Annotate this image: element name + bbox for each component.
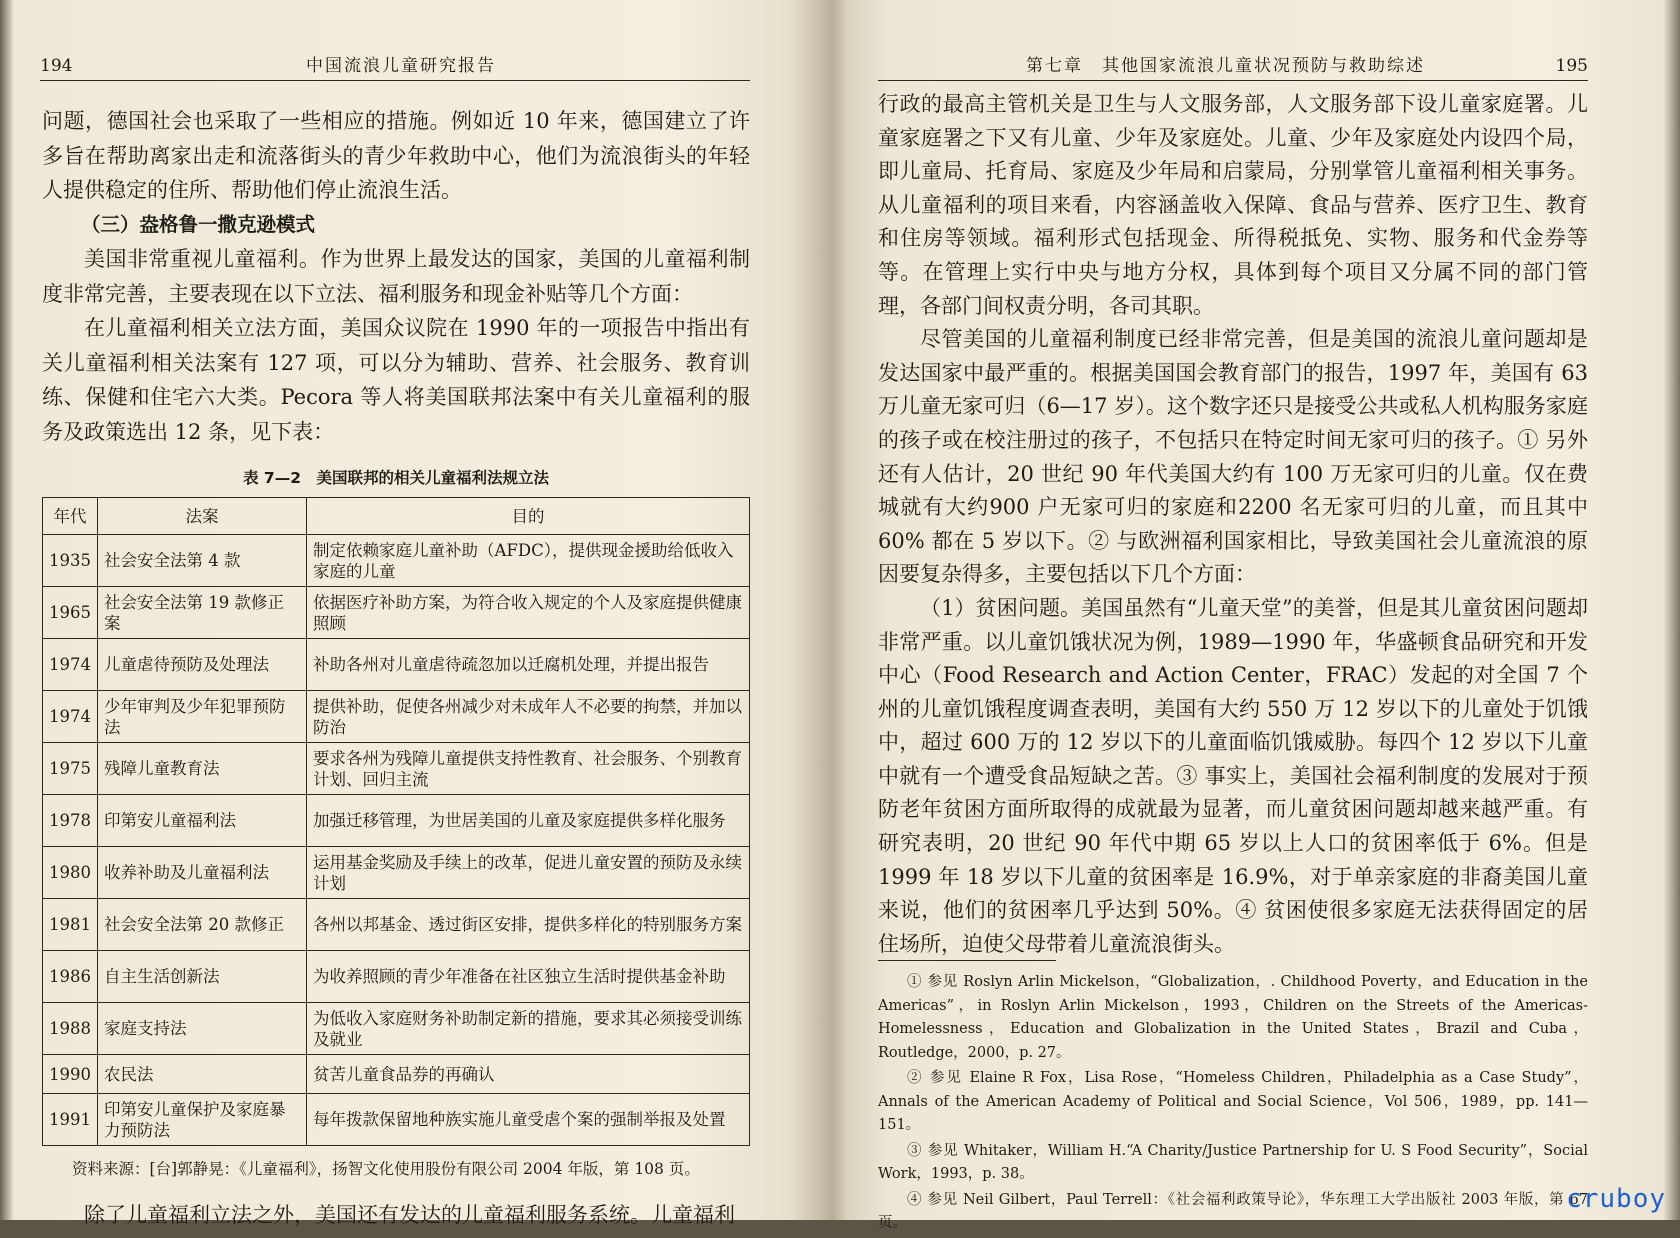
- year-cell: 1975: [43, 743, 98, 795]
- purpose-cell: 各州以邦基金、透过街区安排，提供多样化的特别服务方案: [307, 899, 750, 951]
- table-source: 资料来源：[台]郭静晃：《儿童福利》，扬智文化使用股份有限公司 2004 年版，第 108 页。: [72, 1160, 700, 1178]
- purpose-cell: 制定依赖家庭儿童补助（AFDC），提供现金援助给低收入家庭的儿童: [307, 535, 750, 587]
- page-number: 194: [40, 56, 73, 76]
- paragraph: 问题，德国社会也采取了一些相应的措施。例如近 10 年来，德国建立了许多旨在帮助离家出走和流落街头的青少年救助中心，他们为流浪街头的年轻人提供稳定的住所、帮助他们停止流浪生活。: [42, 109, 750, 202]
- watermark: cruboy: [1566, 1184, 1666, 1214]
- purpose-cell: 要求各州为残障儿童提供支持性教育、社会服务、个别教育计划、回归主流: [307, 743, 750, 795]
- footnote: ① 参见 Roslyn Arlin Mickelson，“Globalization，. Childhood Poverty，and Education in the Americas”，in Roslyn Arlin Mickelson，1993，Children on the Streets of the Americas-Homelessness，Education and Globalization in the United States，Brazil and Cuba，Routledge，2000，p. 27。: [878, 974, 1588, 1061]
- table-row: [43, 587, 750, 639]
- act-cell: 儿童虐待预防及处理法: [98, 639, 307, 691]
- act-cell: 残障儿童教育法: [98, 743, 307, 795]
- purpose-cell: 运用基金奖励及手续上的改革，促进儿童安置的预防及永续计划: [307, 847, 750, 899]
- act-cell: 自主生活创新法: [98, 951, 307, 1003]
- table-row: [43, 899, 750, 951]
- table-row: [43, 1094, 750, 1146]
- running-head-right: [878, 50, 1588, 81]
- table-header-row: [43, 498, 750, 535]
- year-cell: 1988: [43, 1003, 98, 1055]
- table-row: [43, 639, 750, 691]
- table-row: [43, 847, 750, 899]
- act-cell: 印第安儿童福利法: [98, 795, 307, 847]
- purpose-cell: 加强迁移管理，为世居美国的儿童及家庭提供多样化服务: [307, 795, 750, 847]
- year-cell: 1990: [43, 1055, 98, 1094]
- act-cell: 社会安全法第 4 款: [98, 535, 307, 587]
- year-cell: 1974: [43, 691, 98, 743]
- table-row: [43, 1055, 750, 1094]
- act-cell: 收养补助及儿童福利法: [98, 847, 307, 899]
- running-head-left: [40, 50, 750, 81]
- year-cell: 1980: [43, 847, 98, 899]
- act-cell: 农民法: [98, 1055, 307, 1094]
- purpose-cell: 提供补助，促使各州减少对未成年人不必要的拘禁，并加以防治: [307, 691, 750, 743]
- year-cell: 1965: [43, 587, 98, 639]
- act-cell: 家庭支持法: [98, 1003, 307, 1055]
- paragraph: （1）贫困问题。美国虽然有“儿童天堂”的美誉，但是其儿童贫困问题却非常严重。以儿童饥饿状况为例，1989—1990 年，华盛顿食品研究和开发中心（Food Research and Action Center，FRAC）发起的对全国 7 个州的儿童饥饿程度调查表明，美国有大约 550 万 12 岁以下的儿童处于饥饿中，超过 600 万的 12 岁以下的儿童面临饥饿威胁。每四个 12 岁以下儿童中就有一个遭受食品短缺之苦。③ 事实上，美国社会福利制度的发展对于预防老年贫困方面所取得的成就最为显著，而儿童贫困问题却越来越严重。有研究表明，20 世纪 90 年代中期 65 岁以上人口的贫困率低于 6%。但是 1999 年 18 岁以下儿童的贫困率是 16.9%，对于单亲家庭的非裔美国儿童来说，他们的贫困率几乎达到 50%。④ 贫困使很多家庭无法获得固定的居住场所，迫使父母带着儿童流浪街头。: [878, 595, 1588, 956]
- year-cell: 1974: [43, 639, 98, 691]
- table-row: [43, 1003, 750, 1055]
- page-number: 195: [1555, 56, 1588, 76]
- column-header: 年代: [43, 498, 98, 535]
- year-cell: 1981: [43, 899, 98, 951]
- table-caption: 表 7—2 美国联邦的相关儿童福利法规立法: [243, 469, 549, 487]
- chapter-title: 第七章 其他国家流浪儿童状况预防与救助综述: [1026, 56, 1425, 76]
- paragraph: 在儿童福利相关立法方面，美国众议院在 1990 年的一项报告中指出有关儿童福利相关法案有 127 项，可以分为辅助、营养、社会服务、教育训练、保健和住宅六大类。Pecora 等人将美国联邦法案中有关儿童福利的服务及政策选出 12 条，见下表：: [42, 316, 750, 444]
- year-cell: 1978: [43, 795, 98, 847]
- purpose-cell: 补助各州对儿童虐待疏忽加以迁腐机处理，并提出报告: [307, 639, 750, 691]
- purpose-cell: 为低收入家庭财务补助制定新的措施，要求其必须接受训练及就业: [307, 1003, 750, 1055]
- left-page: [30, 0, 750, 1227]
- act-cell: 少年审判及少年犯罪预防法: [98, 691, 307, 743]
- purpose-cell: 每年拨款保留地种族实施儿童受虐个案的强制举报及处置: [307, 1094, 750, 1146]
- footnote: ② 参见 Elaine R Fox，Lisa Rose，“Homeless Children，Philadelphia as a Case Study”，Annals of the American Academy of Political and Social Science，Vol 506，1989，pp. 141—151。: [878, 1070, 1588, 1133]
- table-row: [43, 951, 750, 1003]
- paragraph: 尽管美国的儿童福利制度已经非常完善，但是美国的流浪儿童问题却是发达国家中最严重的。根据美国国会教育部门的报告，1997 年，美国有 63 万儿童无家可归（6—17 岁）。这个数字还只是接受公共或私人机构服务家庭的孩子或在校注册过的孩子，不包括只在特定时间无家可归的孩子。① 另外还有人估计，20 世纪 90 年代美国大约有 100 万无家可归的儿童。仅在费城就有大约900 户无家可归的家庭和2200 名无家可归的儿童，而且其中60% 都在 5 岁以下。② 与欧洲福利国家相比，导致美国社会儿童流浪的原因要复杂得多，主要包括以下几个方面：: [878, 327, 1588, 587]
- act-cell: 印第安儿童保护及家庭暴力预防法: [98, 1094, 307, 1146]
- act-cell: 社会安全法第 20 款修正: [98, 899, 307, 951]
- table-row: [43, 535, 750, 587]
- section-heading: （三）盎格鲁一撒克逊模式: [81, 212, 316, 236]
- column-header: 法案: [98, 498, 307, 535]
- book-title: 中国流浪儿童研究报告: [306, 56, 496, 76]
- year-cell: 1991: [43, 1094, 98, 1146]
- legislation-table: [42, 497, 750, 1146]
- footnotes: [878, 960, 1588, 1238]
- paragraph: 除了儿童福利立法之外，美国还有发达的儿童福利服务系统。儿童福利: [84, 1203, 735, 1227]
- right-body: [878, 88, 1588, 961]
- paragraph: 美国非常重视儿童福利。作为世界上最发达的国家，美国的儿童福利制度非常完善，主要表现在以下立法、福利服务和现金补贴等几个方面：: [42, 247, 750, 306]
- year-cell: 1935: [43, 535, 98, 587]
- left-body: [42, 104, 750, 1233]
- paragraph: 行政的最高主管机关是卫生与人文服务部，人文服务部下设儿童家庭署。儿童家庭署之下又有儿童、少年及家庭处。儿童、少年及家庭处内设四个局，即儿童局、托育局、家庭及少年局和启蒙局，分别掌管儿童福利相关事务。从儿童福利的项目来看，内容涵盖收入保障、食品与营养、医疗卫生、教育和住房等领域。福利形式包括现金、所得税抵免、实物、服务和代金券等等。在管理上实行中央与地方分权，具体到每个项目又分属不同的部门管理，各部门间权责分明，各司其职。: [878, 92, 1588, 318]
- year-cell: 1986: [43, 951, 98, 1003]
- right-page: [878, 0, 1598, 1231]
- footnote: ③ 参见 Whitaker，William H.“A Charity/Justice Partnership for U. S Food Security”，Social Work，1993，p. 38。: [878, 1142, 1588, 1182]
- footnote-rule: [878, 960, 1056, 961]
- table-row: [43, 795, 750, 847]
- table-row: [43, 691, 750, 743]
- table-row: [43, 743, 750, 795]
- footnote: ④ 参见 Neil Gilbert，Paul Terrell：《社会福利政策导论》，华东理工大学出版社 2003 年版，第 67 页。: [878, 1191, 1588, 1231]
- purpose-cell: 依据医疗补助方案，为符合收入规定的个人及家庭提供健康照顾: [307, 587, 750, 639]
- column-header: 目的: [307, 498, 750, 535]
- act-cell: 社会安全法第 19 款修正案: [98, 587, 307, 639]
- purpose-cell: 为收养照顾的青少年准备在社区独立生活时提供基金补助: [307, 951, 750, 1003]
- purpose-cell: 贫苦儿童食品券的再确认: [307, 1055, 750, 1094]
